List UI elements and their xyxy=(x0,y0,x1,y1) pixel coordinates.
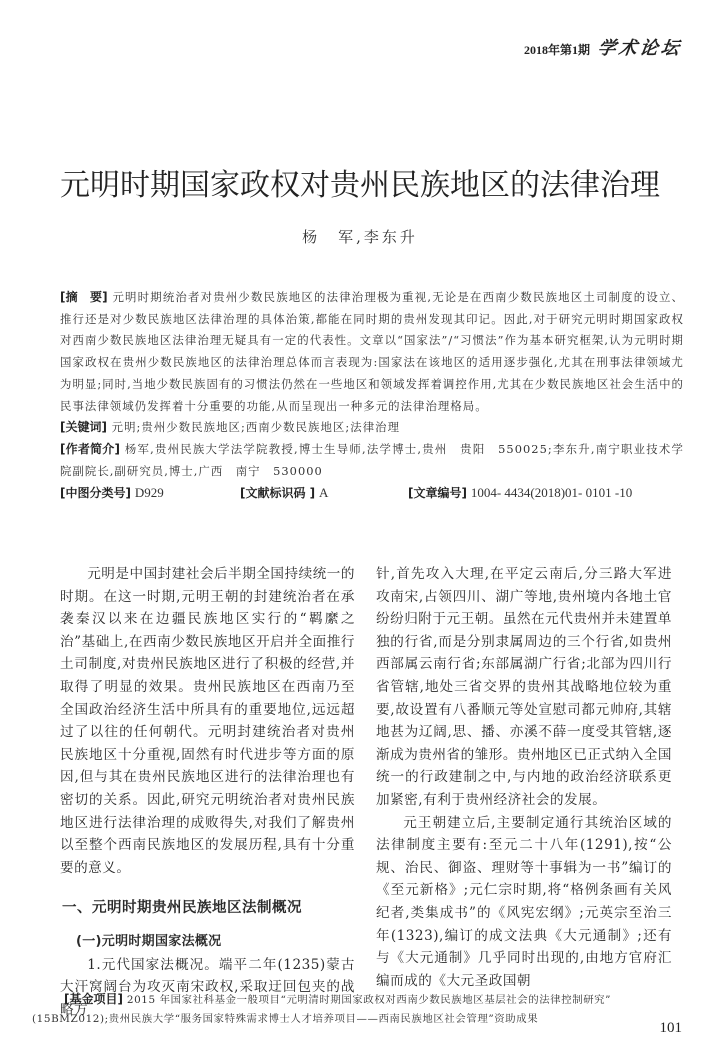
funding-label: [基金项目] xyxy=(64,992,123,1006)
author-bio xyxy=(60,439,684,482)
clc-value: D929 xyxy=(134,485,164,501)
abstract-text: 元明时期统治者对贵州少数民族地区的法律治理极为重视,无论是在西南少数民族地区土司制度的设立、推行还是对少数民族地区法律治理的具体治策,都能在同时期的贵州发现其印记。因此,对于研究元明时期国家政权对西南少数民族地区法律治理无疑具有一定的代表性。文章以“国家法”/“习惯法”作为基本研究框架,认为元明时期国家政权在贵州少数民族地区的法律治理总体而言表现为:国家法在该地区的适用逐步强化,尤其在刑事法律领域尤为明显;同时,当地少数民族固有的习惯法仍然在一些地区和领域发挥着调控作用,尤其在少数民族地区社会生活中的民事法律领域仍发挥着十分重要的功能,从而呈现出一种多元的法律治理格局。 xyxy=(60,290,684,413)
footnote-line: (15BMZ012);贵州民族大学“服务国家特殊需求博士人才培养项目——西南民族地区社会管理”资助成果 xyxy=(32,1013,539,1025)
clc-label: [中图分类号] xyxy=(60,486,131,501)
abstract xyxy=(60,287,684,417)
article-title: 元明时期国家政权对贵州民族地区的法律治理 xyxy=(60,168,660,204)
article-authors: 杨 军,李东升 xyxy=(302,228,418,246)
funding-text-1: 2015 年国家社科基金一般项目“元明清时期国家政权对西南少数民族地区基层社会的法律控制研究” xyxy=(126,994,612,1006)
keywords xyxy=(60,417,684,439)
article-no-field xyxy=(408,482,632,505)
running-header xyxy=(524,34,682,60)
body-column-left xyxy=(60,563,355,1021)
footnote-line xyxy=(32,990,682,1010)
article-no-label: [文章编号] xyxy=(408,486,467,501)
paragraph-continued: 针,首先攻入大理,在平定云南后,分三路大军进攻南宋,占领四川、湖广等地,贵州境内各地土官纷纷归附于元王朝。虽然在元代贵州并未建置单独的行省,而是分别隶属周边的三个行省,如贵州西部属云南行省;东部属湖广行省;北部为四川行省管辖,地处三省交界的贵州其战略地位较为重要,故设置有八番顺元等处宣慰司都元帅府,其辖地甚为辽阔,思、播、亦溪不薛一度受其管辖,逐渐成为贵州省的雏形。贵州地区已正式纳入全国统一的行政建制之中,与内地的政治经济联系更加紧密,有利于贵州经济社会的发展。 xyxy=(376,566,672,808)
subsection-heading: (一)元明时期国家法概况 xyxy=(76,933,222,949)
section-heading: 一、元明时期贵州民族地区法制概况 xyxy=(62,900,302,917)
doc-code-label: [文献标识码 ] xyxy=(240,486,316,501)
clc-field xyxy=(60,482,240,505)
abstract-block xyxy=(60,287,684,505)
keywords-text: 元明;贵州少数民族地区;西南少数民族地区;法律治理 xyxy=(111,420,401,435)
doc-code-value: A xyxy=(318,485,329,501)
article-no-value: 1004- 4434(2018)01- 0101 -10 xyxy=(470,485,633,501)
journal-logo: 学术论坛 xyxy=(596,38,684,59)
paragraph: 元王朝建立后,主要制定通行其统治区域的法律制度主要有:至元二十八年(1291),按“公规、治民、御盗、理财等十事辑为一书”编订的《至元新格》;元仁宗时期,将“格例条画有关风纪者,类集成书”的《风宪宏纲》;元英宗至治三年(1323),编订的成文法典《大元通制》;还有与《大元通制》几乎同时出现的,由地方官府汇编而成的《大元圣政国朝 xyxy=(376,814,672,989)
body-column-right xyxy=(376,563,672,992)
intro-paragraph: 元明是中国封建社会后半期全国持续统一的时期。在这一时期,元明王朝的封建统治者在承袭秦汉以来在边疆民族地区实行的“羁縻之治”基础上,在西南少数民族地区开启并全面推行土司制度,对贵州民族地区进行了积极的经营,并取得了明显的效果。贵州民族地区在西南乃至全国政治经济生活中所具有的重要地位,远远超过了以往的任何朝代。元明封建统治者对贵州民族地区十分重视,固然有时代进步等方面的原因,但与其在贵州民族地区进行的法律治理也有密切的关系。因此,研究元明统治者对贵州民族地区进行法律治理的成败得失,对我们了解贵州以至整个西南民族地区的发展历程,具有十分重要的意义。 xyxy=(60,566,355,876)
abstract-label: [摘 要] xyxy=(60,290,108,304)
page-number: 101 xyxy=(659,1020,682,1036)
funding-footnote xyxy=(32,990,682,1029)
author-bio-text: 杨军,贵州民族大学法学院教授,博士生导师,法学博士,贵州 贵阳 550025;李东升,南宁职业技术学院副院长,副研究员,博士,广西 南宁 530000 xyxy=(60,441,684,478)
author-bio-label: [作者简介] xyxy=(60,441,120,456)
issue-label: 2018年第1期 xyxy=(523,43,590,57)
paragraph: 1.元代国家法概况。端平二年(1235)蒙古大汗窝阔台为攻灭南宋政权,采取迂回包夹的战略方 xyxy=(60,956,355,1018)
keywords-label: [关键词] xyxy=(60,420,107,435)
classification-row xyxy=(60,482,684,505)
doc-code-field xyxy=(240,482,408,505)
